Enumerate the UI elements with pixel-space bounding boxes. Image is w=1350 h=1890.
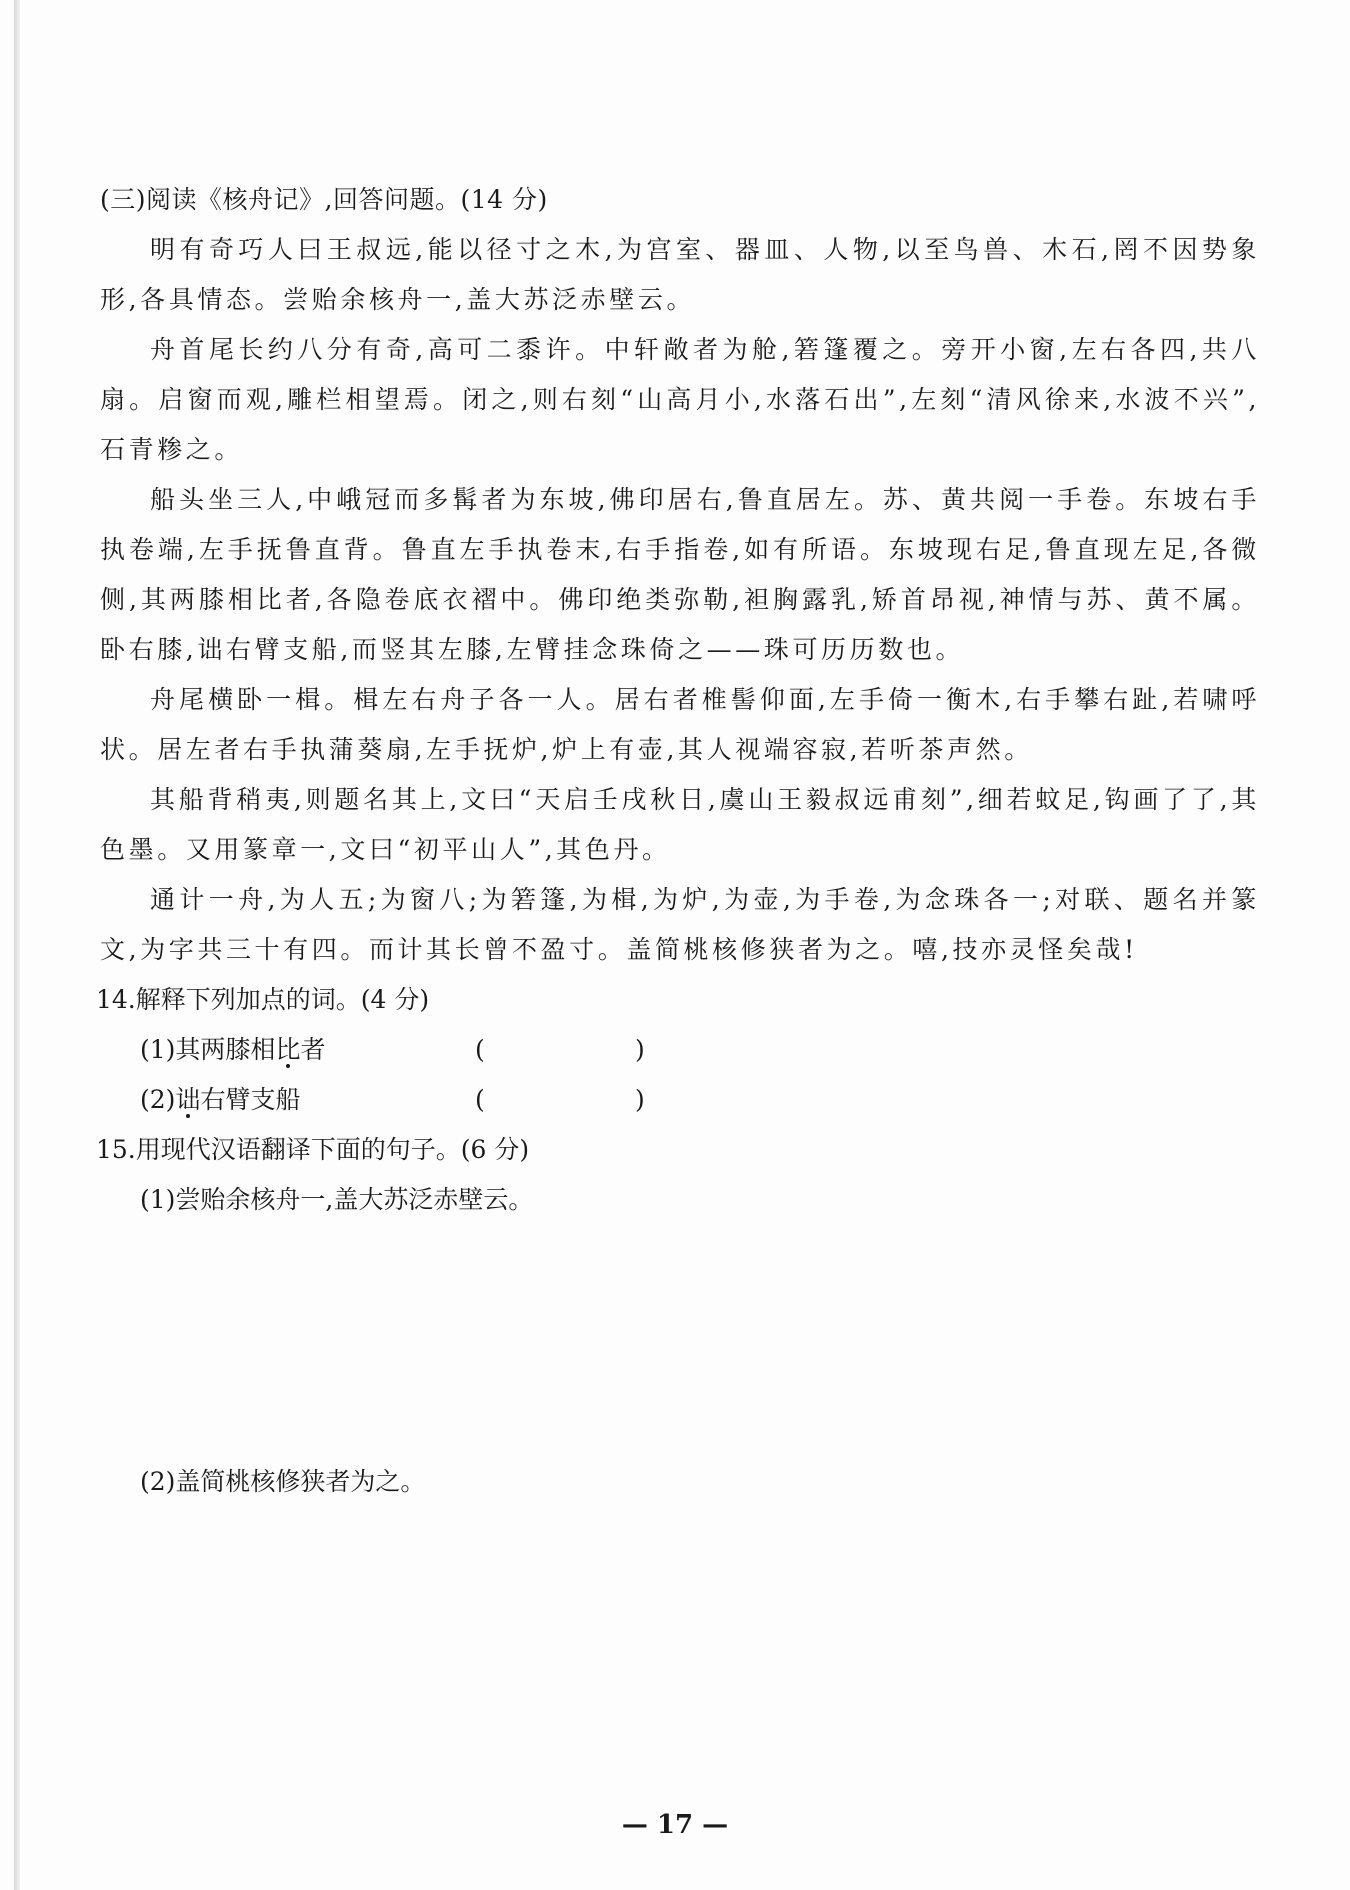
item-number: (2)	[140, 1085, 176, 1114]
question-14-item-2	[100, 1075, 1260, 1125]
section-title: (三)阅读《核舟记》,回答问题。(14 分)	[100, 185, 548, 214]
passage-paragraph-5: 其船背稍夷,则题名其上,文曰“天启壬戌秋日,虞山王毅叔远甫刻”,细若蚊足,钩画了了,其色墨。又用篆章一,文曰“初平山人”,其色丹。	[100, 785, 1260, 864]
scan-edge-shadow	[14, 0, 20, 1890]
passage-paragraph-2: 舟首尾长约八分有奇,高可二黍许。中轩敞者为舱,箬篷覆之。旁开小窗,左右各四,共八扇。启窗而观,雕栏相望焉。闭之,则右刻“山高月小,水落石出”,左刻“清风徐来,水波不兴”,石青糁之。	[100, 335, 1260, 464]
question-14-item-1	[100, 1025, 1260, 1075]
passage-paragraph-6: 通计一舟,为人五;为窗八;为箬篷,为楫,为炉,为壶,为手卷,为念珠各一;对联、题名并篆文,为字共三十有四。而计其长曾不盈寸。盖简桃核修狭者为之。嘻,技亦灵怪矣哉!	[100, 885, 1260, 964]
page-number: — 17 —	[621, 1810, 729, 1840]
item-text-after: 右臂支船	[200, 1085, 301, 1114]
item-number: (1)	[140, 1035, 176, 1064]
answer-paren-right: )	[635, 1085, 645, 1114]
passage	[100, 225, 1260, 975]
question-15-item-2: (2)盖简桃核修狭者为之。	[140, 1467, 426, 1496]
question-15-stem: 15.用现代汉语翻译下面的句子。(6 分)	[96, 1135, 530, 1164]
answer-paren-left: (	[475, 1035, 485, 1064]
passage-paragraph-3: 船头坐三人,中峨冠而多髯者为东坡,佛印居右,鲁直居左。苏、黄共阅一手卷。东坡右手执卷端,左手抚鲁直背。鲁直左手执卷末,右手指卷,如有所语。东坡现右足,鲁直现左足,各微侧,其两膝相比者,各隐卷底衣褶中。佛印绝类弥勒,袒胸露乳,矫首昂视,神情与苏、黄不属。卧右膝,诎右臂支船,而竖其左膝,左臂挂念珠倚之——珠可历历数也。	[100, 485, 1260, 664]
dotted-word: 诎	[175, 1085, 201, 1114]
page-content	[96, 175, 1260, 1507]
passage-paragraph-4: 舟尾横卧一楫。楫左右舟子各一人。居右者椎髻仰面,左手倚一衡木,右手攀右趾,若啸呼状。居左者右手执蒲葵扇,左手抚炉,炉上有壶,其人视端容寂,若听茶声然。	[100, 685, 1260, 764]
answer-paren-right: )	[635, 1035, 645, 1064]
passage-paragraph-1: 明有奇巧人曰王叔远,能以径寸之木,为宫室、器皿、人物,以至鸟兽、木石,罔不因势象形,各具情态。尝贻余核舟一,盖大苏泛赤壁云。	[100, 235, 1260, 314]
item-text-before: 其两膝相	[175, 1035, 276, 1064]
question-14-stem: 14.解释下列加点的词。(4 分)	[96, 985, 430, 1014]
item-text-after: 者	[300, 1035, 326, 1064]
answer-paren-left: (	[475, 1085, 485, 1114]
answer-space[interactable]	[100, 1225, 1260, 1457]
dotted-word: 比	[275, 1035, 301, 1064]
question-15-item-1: (1)尝贻余核舟一,盖大苏泛赤壁云。	[140, 1185, 534, 1214]
